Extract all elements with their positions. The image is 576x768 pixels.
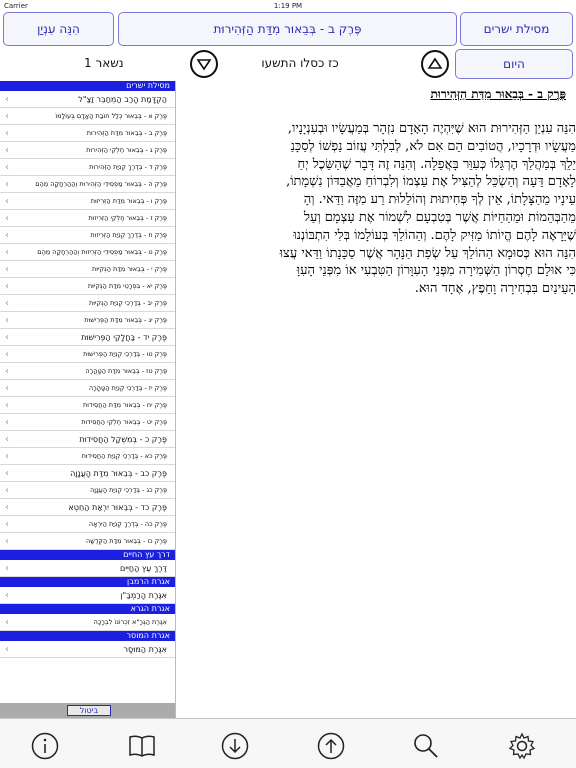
status-time: 1:19 PM <box>273 2 303 10</box>
sidebar-item-label: פֶּרֶק ט - בְּבֵאוּר מַפְסִידֵי הַזְּרִיזוּת וְהַהַרְחָקָה מֵהֶם <box>37 248 167 256</box>
sidebar-item-label: פֶּרֶק כ - בְּמִשְׁקַל הַחֲסִידוּת <box>79 435 167 444</box>
chevron-left-icon: ‹ <box>5 196 9 207</box>
chevron-left-icon: ‹ <box>5 332 9 343</box>
chevron-left-icon: ‹ <box>5 162 9 173</box>
sidebar-item-label: פֶּרֶק ו - בְּבֵאוּר מִדַּת הַזְּרִיזוּת <box>90 197 167 205</box>
body-line: הִנֵּה עִנְיַן הַזְּהִירוּת הוּא שֶׁיִּהְיֶה הָאָדָם נִזְהָר בְּמַעֲשָׂיו וּבְעִנְיָנָיו, <box>287 121 576 136</box>
sidebar-chapter-item[interactable] <box>0 431 175 448</box>
chevron-left-icon: ‹ <box>5 617 9 628</box>
sidebar-section-header: אגרת המוסר <box>0 631 175 641</box>
chevron-left-icon: ‹ <box>5 298 9 309</box>
sidebar-chapter-item[interactable] <box>0 125 175 142</box>
sidebar-item-label: פֶּרֶק י - בְּבֵאוּר מִדַּת הַנְּקִיּוּת <box>92 265 167 273</box>
chevron-left-icon: ‹ <box>5 128 9 139</box>
sidebar-chapter-item[interactable] <box>0 244 175 261</box>
chevron-left-icon: ‹ <box>5 213 9 224</box>
chevron-left-icon: ‹ <box>5 502 9 513</box>
chevron-left-icon: ‹ <box>5 94 9 105</box>
sidebar-item-label: פֶּרֶק יח - בְּבֵאוּר מִדַּת הַחֲסִידוּת <box>82 401 167 409</box>
chapter-list <box>0 81 175 658</box>
body-line: מֵהַבְּהֵמוֹת וּמֵהַחַיּוֹת אֲשֶׁר בְּטִבְעָם לִשְׁמוֹר אֶת עַצְמָם וְעַל <box>303 209 576 225</box>
sidebar-chapter-item[interactable] <box>0 159 175 176</box>
sidebar-chapter-item[interactable] <box>0 91 175 108</box>
sidebar-item-label: פֶּרֶק יא - בִּפְרָטֵי מִדַּת הַנְּקִיּוּת <box>87 282 167 290</box>
body-line: יֵלֵךְ בְּמַהֲלַךְ הֶרְגֵּלוֹ כְּעִוֵּר בָּאֲפֵלָה. וְהִנֵּה זֶה דָּבָר שֶׁהַשֵּׂכֶל יְחַ <box>297 156 576 172</box>
sidebar-item-label: פֶּרֶק ב - בְּבֵאוּר מִדַּת הַזְּהִירוּת <box>86 129 167 137</box>
sidebar-chapter-item[interactable] <box>0 499 175 516</box>
sidebar-chapter-item[interactable] <box>0 227 175 244</box>
chevron-left-icon: ‹ <box>5 264 9 275</box>
sidebar-item-label: פֶּרֶק כו - בְּבֵאוּר מִדַּת הַקְּדֻשָּׁה <box>85 537 167 545</box>
chevron-left-icon: ‹ <box>5 111 9 122</box>
body-line: עֵינָיו מֵהַצָּלָתוֹ, אֵין לְךָ פְּחִיתוּת וְהוֹלֵלוּת רַע מִזֶּה וַדַּאי. וְהָ <box>303 192 576 208</box>
bottom-toolbar <box>0 718 576 768</box>
sidebar-item-label: פֶּרֶק כג - בְּדַרְכֵי קְנִיַּת הָעֲנָוָה <box>90 486 167 494</box>
sidebar-item-label: פֶּרֶק טז - בְּבֵאוּר מִדַּת הַטָּהֳרָה <box>85 367 167 375</box>
sidebar-chapter-item[interactable] <box>0 142 175 159</box>
chevron-left-icon: ‹ <box>5 281 9 292</box>
sidebar-item-label: פֶּרֶק ה - בְּבֵאוּר מַפְסִידֵי הַזְּהִירוּת וְהַהַרְחָקָה מֵהֶם <box>35 180 167 188</box>
chevron-left-icon: ‹ <box>5 349 9 360</box>
chevron-left-icon: ‹ <box>5 179 9 190</box>
sidebar-chapter-item[interactable] <box>0 329 175 346</box>
sidebar-item-label: פֶּרֶק ג - בְּבֵאוּר חֶלְקֵי הַזְּהִירוּת <box>86 146 167 154</box>
chapter-title-button[interactable]: פֶּרֶק ב - בְּבֵאוּר מִדַּת הַזְּהִירוּת <box>118 12 457 46</box>
sidebar-chapter-item[interactable] <box>0 516 175 533</box>
sidebar-item-label: דֶּרֶךְ עֵץ הַחַיִּים <box>119 564 167 573</box>
sidebar-item-label: פֶּרֶק יג - בְּבֵאוּר מִדַּת הַפְּרִישׁוּת <box>84 316 167 324</box>
chevron-left-icon: ‹ <box>5 519 9 530</box>
previous-chevron-up-icon[interactable] <box>421 50 449 78</box>
sidebar-item-label: פֶּרֶק יט - בְּבֵאוּר חֶלְקֵי הַחֲסִידוּת <box>81 418 167 426</box>
sidebar-item-label: פֶּרֶק כה - בְּדֶרֶךְ קְנִיַּת הַיִּרְאָה <box>88 520 167 528</box>
today-button[interactable]: היום <box>455 49 573 79</box>
info-icon[interactable] <box>30 731 60 761</box>
sidebar-item-label: אִגֶּרֶת הַמּוּסָר <box>123 645 167 654</box>
sidebar-item-label: פֶּרֶק יב - בְּדַרְכֵי קְנִיַּת הַנְּקִיּוּת <box>89 299 167 307</box>
body-line: הָעֵינַיִם בִּבְחִירָה וָחֵפֶץ, אֶחָד הוּא. <box>414 281 576 297</box>
body-line: מַעֲשָׂיו וּדְרָכָיו, הֲטוֹבִים הֵם אִם לֹא, לְבִלְתִּי עֲזוֹב נַפְשׁוֹ לְסַכָּנַ <box>290 138 576 154</box>
sidebar-item-label: פֶּרֶק כב - בְּבֵאוּר מִדַּת הָעֲנָוָה <box>70 469 167 478</box>
sidebar-chapter-item[interactable] <box>0 533 175 550</box>
chevron-left-icon: ‹ <box>5 417 9 428</box>
chevron-left-icon: ‹ <box>5 536 9 547</box>
body-line: כִּי אוּלָם חֶסְרוֹן הַשְּׁמִירָה מִפְּנֵי הָעִוָּרוֹן הַטִּבְעִי אוֹ מִפְּנֵי הָעִוָּ <box>296 263 576 279</box>
sidebar-item-label: פֶּרֶק יד - בַּחֲלָקֵי הַפְּרִישׁוּת <box>81 333 167 342</box>
sidebar-item-label: פֶּרֶק ז - בְּבֵאוּר חֶלְקֵי הַזְּרִיזוּת <box>88 214 167 222</box>
sidebar-section-header: אגרת הגרא <box>0 604 175 614</box>
chevron-left-icon: ‹ <box>5 451 9 462</box>
body-line: שֶׁיֵּרָאֶה לָהֶם הֱיוֹתוֹ מַזִּיק לָהֶם. וְהַהוֹלֵךְ בְּעוֹלָמוֹ בְּלִי הִתְבּוֹנְנוּ <box>293 227 576 243</box>
chevron-left-icon: ‹ <box>5 644 9 655</box>
chevron-left-icon: ‹ <box>5 383 9 394</box>
sidebar-chapter-item[interactable] <box>0 295 175 312</box>
chevron-left-icon: ‹ <box>5 230 9 241</box>
sidebar-chapter-item[interactable] <box>0 414 175 431</box>
sidebar-item-label: הַקְדָּמַת הָרַב הַמְחַבֵּר זַצַ"ל <box>78 95 167 104</box>
chapter-sidebar <box>0 81 176 718</box>
body-line: לָאָדָם דֵּעָה וְהַשְׂכֵּל לְהַצִּיל אֶת עַצְמוֹ וְלִבְרוֹחַ מֵאֲבַדּוֹן נִשְׁמָתוֹ, <box>286 174 576 190</box>
hineh-inyan-button[interactable]: הִנֵּה עִנְיַן <box>3 12 114 46</box>
chevron-left-icon: ‹ <box>5 563 9 574</box>
upload-icon[interactable] <box>316 731 346 761</box>
sidebar-chapter-item[interactable] <box>0 346 175 363</box>
status-bar <box>0 0 576 12</box>
chevron-left-icon: ‹ <box>5 590 9 601</box>
sidebar-chapter-item[interactable] <box>0 614 175 631</box>
sidebar-section-header: מסילת ישרים <box>0 81 175 91</box>
carrier-label: Carrier <box>4 2 28 10</box>
sidebar-chapter-item[interactable] <box>0 560 175 577</box>
sidebar-chapter-item[interactable] <box>0 193 175 210</box>
sidebar-section-header: דרך עץ החיים <box>0 550 175 560</box>
sidebar-chapter-item[interactable] <box>0 261 175 278</box>
chevron-left-icon: ‹ <box>5 434 9 445</box>
chapter-heading: פֶּרֶק ב - בְּבֵאוּר מִדַּת הַזְּהִירוּת <box>430 87 566 101</box>
sidebar-item-label: פֶּרֶק יז - בְּדַרְכֵי קְנִיַּת הַטָּהֳרָה <box>88 384 167 392</box>
sidebar-item-label: אִגֶּרֶת הָרַמְבַּ"ן <box>120 591 167 600</box>
chapter-body <box>180 120 576 298</box>
reading-pane <box>180 87 576 717</box>
sidebar-item-label: פֶּרֶק א - בְּבֵאוּר כְּלַל חוֹבַת הָאָדָם בְּעוֹלָמוֹ <box>55 112 167 120</box>
sidebar-chapter-item[interactable] <box>0 380 175 397</box>
sidebar-chapter-item[interactable] <box>0 176 175 193</box>
search-icon[interactable] <box>411 731 441 761</box>
chevron-left-icon: ‹ <box>5 247 9 258</box>
chevron-left-icon: ‹ <box>5 400 9 411</box>
book-title-button[interactable]: מסילת ישרים <box>460 12 573 46</box>
chevron-left-icon: ‹ <box>5 366 9 377</box>
book-icon[interactable] <box>127 731 157 761</box>
sidebar-chapter-item[interactable] <box>0 108 175 125</box>
sidebar-chapter-item[interactable] <box>0 641 175 658</box>
download-icon[interactable] <box>220 731 250 761</box>
sidebar-chapter-item[interactable] <box>0 465 175 482</box>
chevron-left-icon: ‹ <box>5 145 9 156</box>
remaining-counter: נשאר 1 <box>84 56 124 70</box>
sidebar-chapter-item[interactable] <box>0 278 175 295</box>
sidebar-item-label: פֶּרֶק כד - בְּבֵאוּר יִרְאַת הַחֵטְא <box>68 503 167 512</box>
sidebar-footer <box>0 703 176 718</box>
sidebar-item-label: פֶּרֶק ח - בְּדֶרֶךְ קְנִיַּת הַזְּרִיזוּת <box>90 231 167 239</box>
sidebar-item-label: אִגֶּרֶת הַגְּרָ"א זִכְרוֹנוֹ לִבְרָכָה <box>93 618 167 626</box>
sidebar-item-label: פֶּרֶק ד - בְּדֶרֶךְ קְנִיַּת הַזְּהִירוּת <box>89 163 167 171</box>
sidebar-item-label: פֶּרֶק כא - בְּדַרְכֵי קְנִיַּת הַחֲסִידוּת <box>81 452 167 460</box>
sidebar-chapter-item[interactable] <box>0 448 175 465</box>
sidebar-item-label: פֶּרֶק טו - בְּדַרְכֵי קְנִיַּת הַפְּרִישׁוּת <box>83 350 167 358</box>
date-label: כז כסלו התשעו <box>261 56 339 70</box>
cancel-button[interactable]: ביטול <box>67 705 111 716</box>
sidebar-chapter-item[interactable] <box>0 482 175 499</box>
sidebar-section-header: אגרת הרמבן <box>0 577 175 587</box>
sidebar-chapter-item[interactable] <box>0 587 175 604</box>
chevron-left-icon: ‹ <box>5 315 9 326</box>
sidebar-chapter-item[interactable] <box>0 312 175 329</box>
sidebar-chapter-item[interactable] <box>0 397 175 414</box>
sidebar-chapter-item[interactable] <box>0 210 175 227</box>
body-line: הִנֵּה הוּא כְּסוּמָא הַהוֹלֵךְ עַל שְׂפַת הַנָּהָר אֲשֶׁר סַכָּנָתוֹ וַדַּאי עֲצוּ <box>279 245 576 261</box>
chevron-left-icon: ‹ <box>5 468 9 479</box>
chevron-left-icon: ‹ <box>5 485 9 496</box>
gear-icon[interactable] <box>507 731 537 761</box>
sidebar-chapter-item[interactable] <box>0 363 175 380</box>
